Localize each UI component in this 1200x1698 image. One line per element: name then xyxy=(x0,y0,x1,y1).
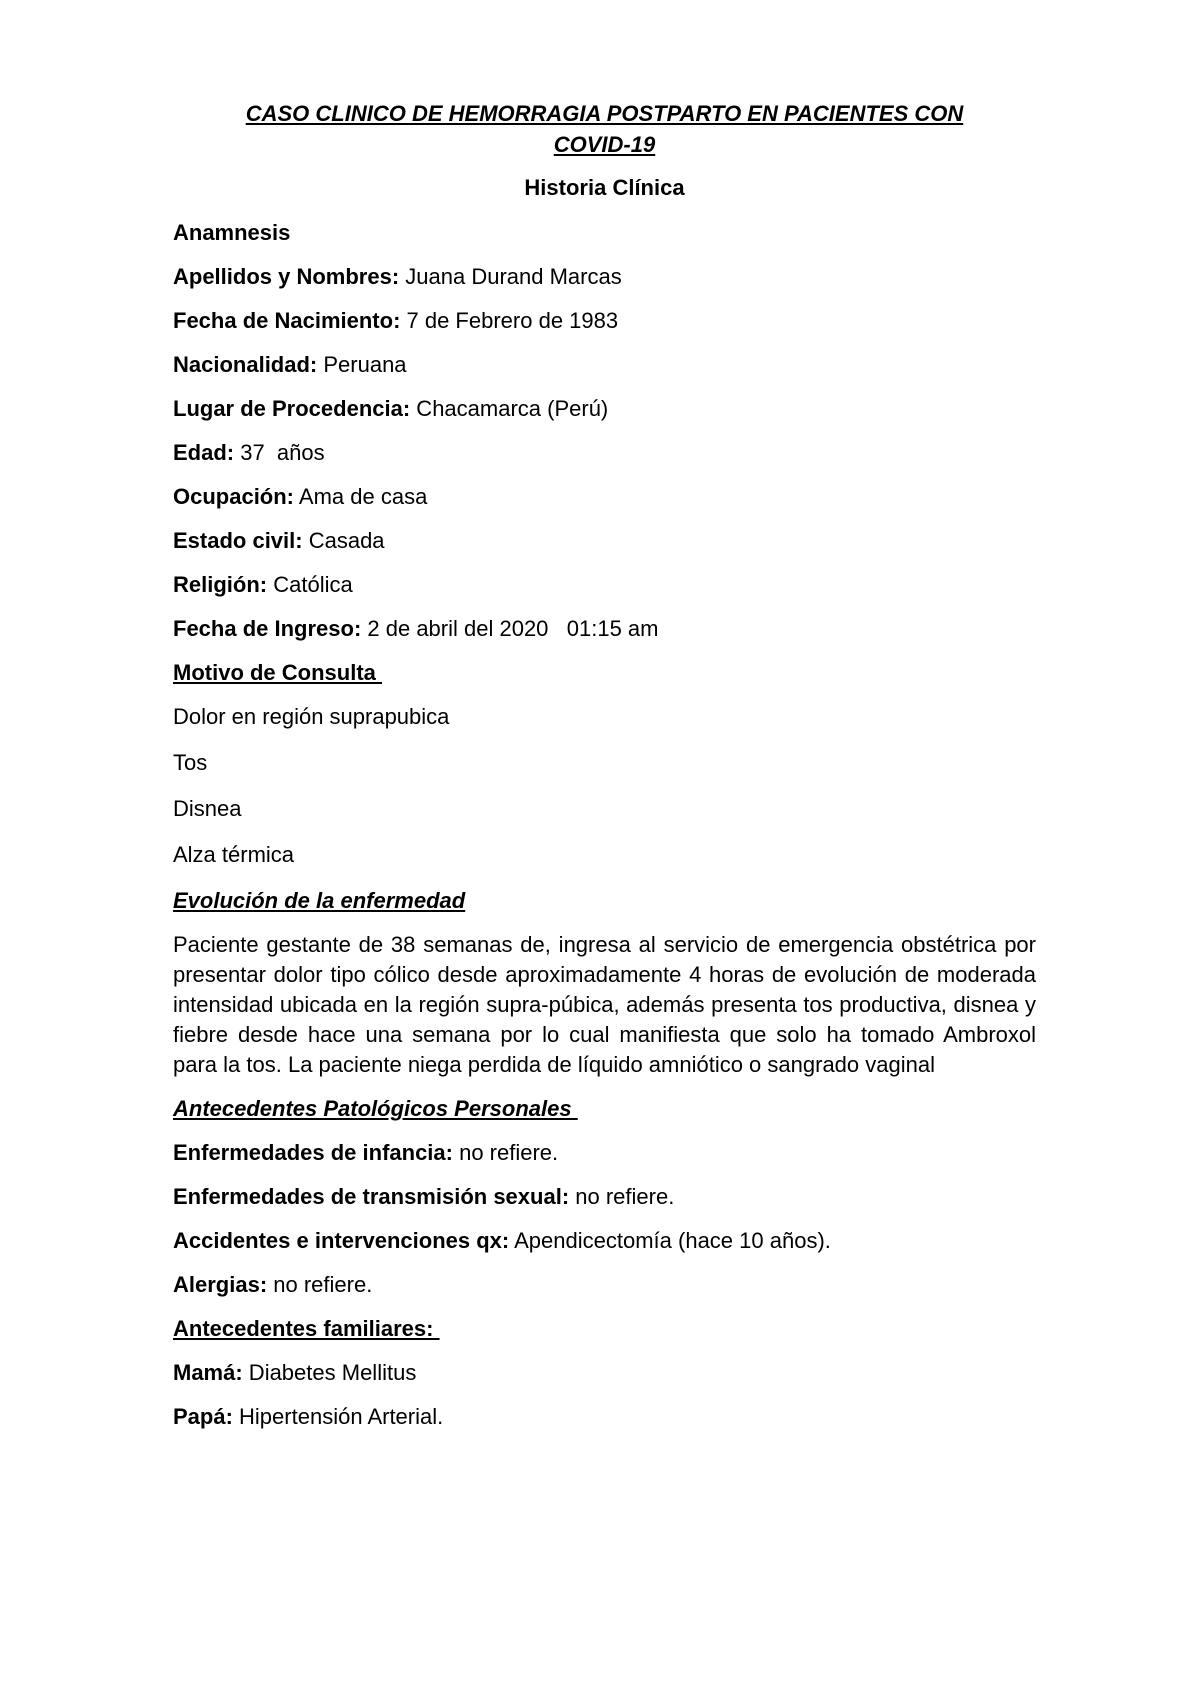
field-nacionalidad xyxy=(173,350,1036,380)
field-lugar-procedencia xyxy=(173,394,1036,424)
field-value: Casada xyxy=(302,528,385,553)
subtitle: Historia Clínica xyxy=(524,175,685,200)
symptom-item: Alza térmica xyxy=(173,842,295,867)
field-label: Papá: xyxy=(173,1404,233,1429)
field-apellidos-nombres xyxy=(173,262,1036,292)
antecedente-accidentes xyxy=(173,1226,1036,1256)
field-label: Lugar de Procedencia: xyxy=(173,396,411,421)
document-page xyxy=(173,98,1036,1446)
field-label: Enfermedades de transmisión sexual: xyxy=(173,1184,570,1209)
field-value: Diabetes Mellitus xyxy=(242,1360,417,1385)
field-label: Apellidos y Nombres: xyxy=(173,264,400,289)
field-label: Fecha de Nacimiento: xyxy=(173,308,401,333)
symptom-item: Dolor en región suprapubica xyxy=(173,704,450,729)
field-value: Apendicectomía (hace 10 años). xyxy=(509,1228,831,1253)
field-value: Chacamarca (Perú) xyxy=(410,396,609,421)
field-label: Enfermedades de infancia: xyxy=(173,1140,453,1165)
field-fecha-nacimiento xyxy=(173,306,1036,336)
field-value: Juana Durand Marcas xyxy=(399,264,622,289)
document-title xyxy=(173,98,1036,160)
field-label: Alergias: xyxy=(173,1272,268,1297)
field-label: Estado civil: xyxy=(173,528,303,553)
field-value: no refiere. xyxy=(452,1140,559,1165)
familiar-papa xyxy=(173,1402,1036,1432)
field-label: Mamá: xyxy=(173,1360,243,1385)
evolucion-paragraph: Paciente gestante de 38 semanas de, ingresa al servicio de emergencia obstétrica por presentar dolor tipo cólico desde aproximadamente 4 horas de evolución de moderada intensidad ubicada en la región supra-púbica, además presenta tos productiva, disnea y fiebre desde hace una semana por lo cual manifiesta que solo ha tomado Ambroxol para la tos. La paciente niega perdida de líquido amniótico o sangrado vaginal xyxy=(173,932,1036,1077)
anamnesis-heading: Anamnesis xyxy=(173,220,291,245)
symptom-item: Disnea xyxy=(173,796,242,821)
field-value: 2 de abril del 2020 01:15 am xyxy=(361,616,659,641)
field-estado-civil xyxy=(173,526,1036,556)
field-fecha-ingreso xyxy=(173,614,1036,644)
symptom-item: Tos xyxy=(173,750,208,775)
field-label: Edad: xyxy=(173,440,235,465)
field-value: Ama de casa xyxy=(294,484,428,509)
field-ocupacion xyxy=(173,482,1036,512)
evolucion-heading: Evolución de la enfermedad xyxy=(173,888,466,913)
field-value: Peruana xyxy=(317,352,407,377)
field-value: Católica xyxy=(267,572,353,597)
field-label: Fecha de Ingreso: xyxy=(173,616,362,641)
field-value: Hipertensión Arterial. xyxy=(232,1404,444,1429)
field-value: 7 de Febrero de 1983 xyxy=(400,308,619,333)
field-label: Ocupación: xyxy=(173,484,295,509)
field-label: Religión: xyxy=(173,572,268,597)
field-value: 37 años xyxy=(234,440,325,465)
antecedentes-personales-heading: Antecedentes Patológicos Personales xyxy=(173,1096,578,1121)
antecedente-alergias xyxy=(173,1270,1036,1300)
motivo-consulta-heading: Motivo de Consulta xyxy=(173,660,382,685)
familiar-mama xyxy=(173,1358,1036,1388)
title-line-1: CASO CLINICO DE HEMORRAGIA POSTPARTO EN PACIENTES CON xyxy=(245,101,964,126)
antecedentes-familiares-heading: Antecedentes familiares: xyxy=(173,1316,440,1341)
field-edad xyxy=(173,438,1036,468)
field-value: no refiere. xyxy=(569,1184,675,1209)
title-line-2: COVID-19 xyxy=(553,132,656,157)
antecedente-infancia xyxy=(173,1138,1036,1168)
field-label: Accidentes e intervenciones qx: xyxy=(173,1228,510,1253)
antecedente-ets xyxy=(173,1182,1036,1212)
field-value: no refiere. xyxy=(267,1272,373,1297)
field-religion xyxy=(173,570,1036,600)
field-label: Nacionalidad: xyxy=(173,352,318,377)
